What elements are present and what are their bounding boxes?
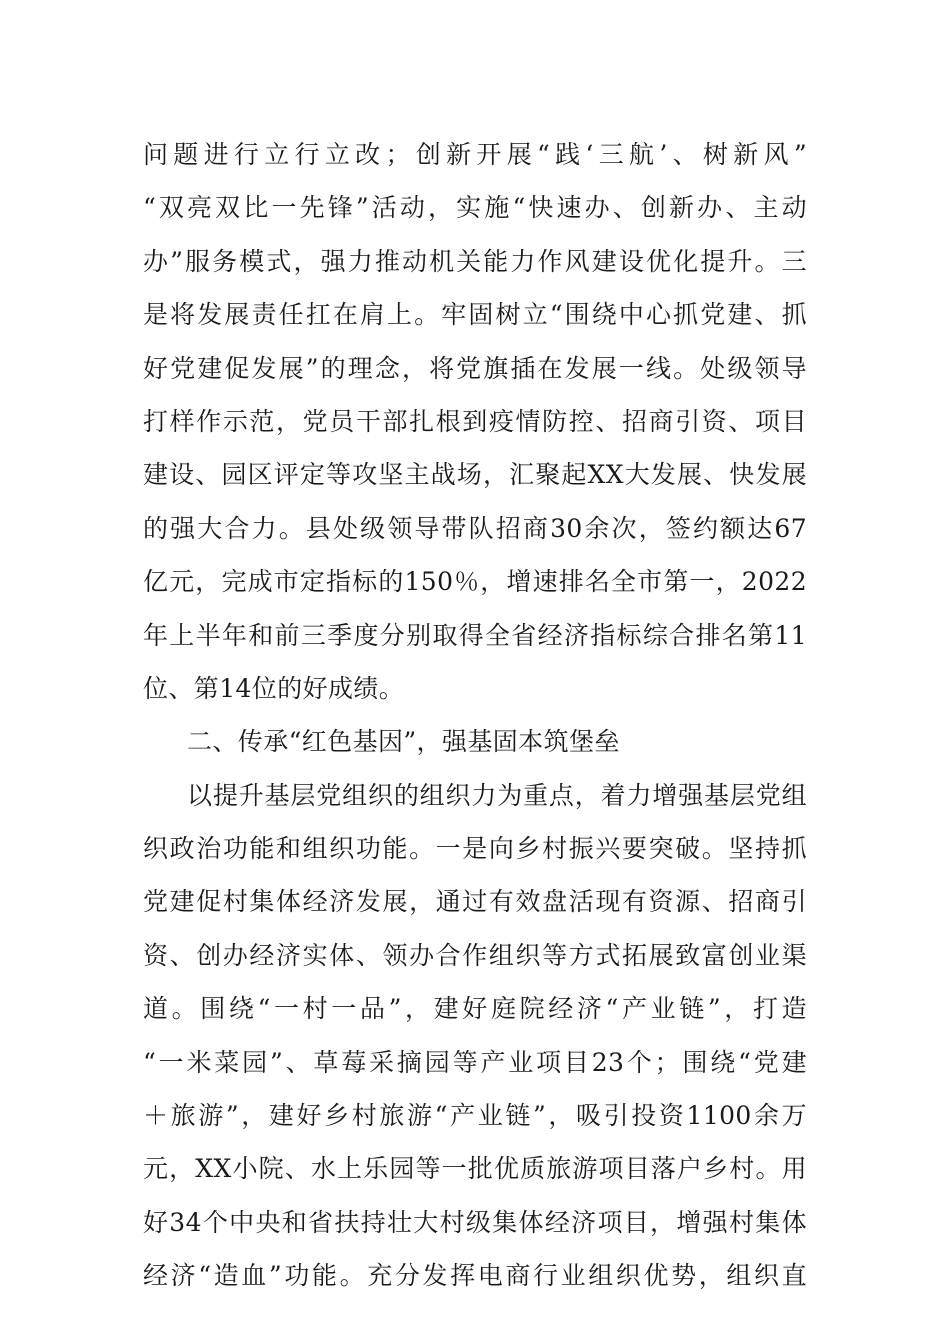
document-page	[143, 128, 807, 1303]
text-line: 办”服务模式，强力推动机关能力作风建设优化提升。三	[143, 246, 807, 276]
section-heading: 二、传承“红色基因”，强基固本筑堡垒	[187, 727, 620, 757]
text-line: 是将发展责任扛在肩上。牢固树立“围绕中心抓党建、抓	[143, 300, 807, 330]
text-line: 党建促村集体经济发展，通过有效盘活现有资源、招商引	[143, 887, 807, 917]
text-line: 亿元，完成市定指标的150％，增速排名全市第一，2022	[143, 567, 807, 597]
text-line: 元，XX小院、水上乐园等一批优质旅游项目落户乡村。用	[143, 1154, 807, 1184]
paragraph-1	[143, 128, 807, 715]
text-line: 经济“造血”功能。充分发挥电商行业组织优势，组织直	[143, 1261, 807, 1291]
text-line: 资、创办经济实体、领办合作组织等方式拓展致富创业渠	[143, 940, 807, 970]
text-line: 打样作示范，党员干部扎根到疫情防控、招商引资、项目	[143, 406, 807, 436]
text-line: 的强大合力。县处级领导带队招商30余次，签约额达67	[143, 513, 807, 543]
text-line: 以提升基层党组织的组织力为重点，着力增强基层党组	[187, 780, 807, 810]
text-line: ＋旅游”，建好乡村旅游“产业链”，吸引投资1100余万	[143, 1101, 807, 1131]
text-line: 问题进行立行立改；创新开展“践‘三航’、树新风”	[143, 140, 807, 169]
text-line: 年上半年和前三季度分别取得全省经济指标综合排名第11	[143, 620, 807, 650]
text-line: 位、第14位的好成绩。	[143, 673, 405, 703]
paragraph-2	[143, 769, 807, 1303]
text-line: 好34个中央和省扶持壮大村级集体经济项目，增强村集体	[143, 1207, 807, 1237]
text-line: 道。围绕“一村一品”，建好庭院经济“产业链”，打造	[143, 994, 807, 1024]
text-line: 好党建促发展”的理念，将党旗插在发展一线。处级领导	[143, 353, 807, 383]
text-line: “一米菜园”、草莓采摘园等产业项目23个；围绕“党建	[143, 1047, 807, 1077]
text-line: 织政治功能和组织功能。一是向乡村振兴要突破。坚持抓	[143, 834, 807, 864]
text-line: 建设、园区评定等攻坚主战场，汇聚起XX大发展、快发展	[143, 460, 807, 490]
text-line: “双亮双比一先锋”活动，实施“快速办、创新办、主动	[143, 193, 807, 223]
